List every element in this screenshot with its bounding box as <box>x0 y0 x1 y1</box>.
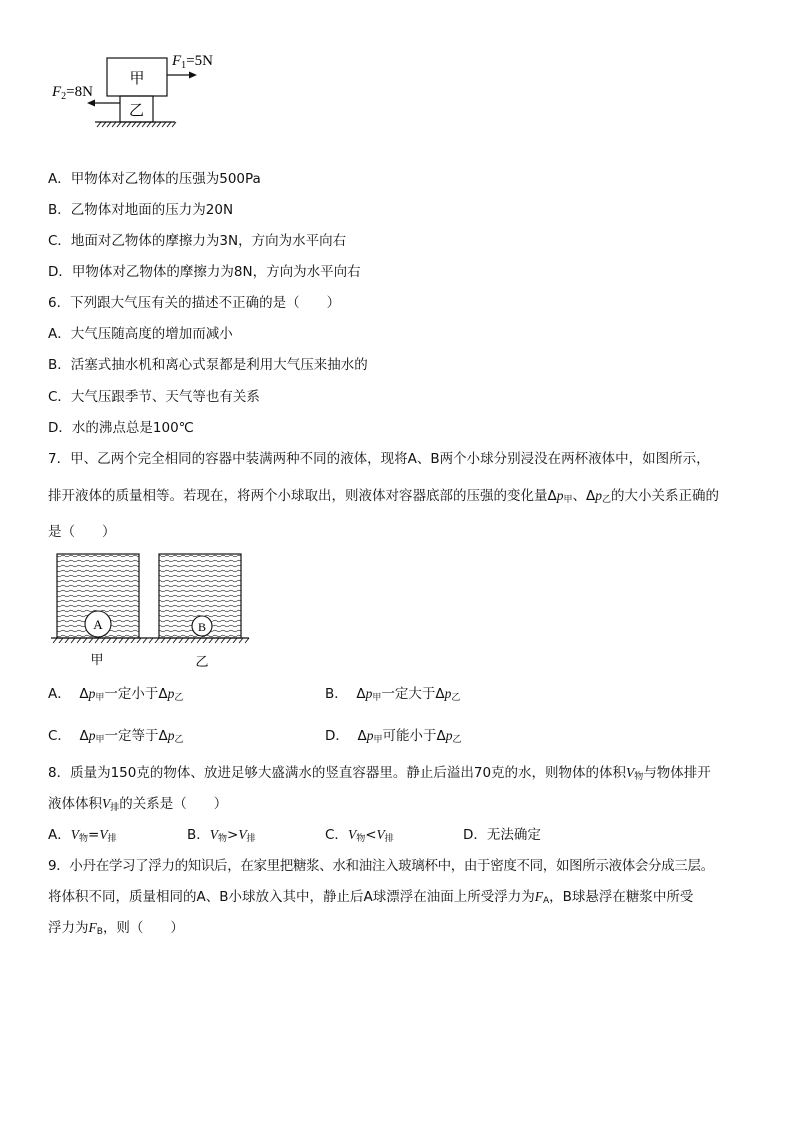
q6-stem: 6．下列跟大气压有关的描述不正确的是（ ） <box>48 295 341 311</box>
f1-label: $F_1=5N$ <box>172 53 213 71</box>
f2-arrowhead <box>87 100 95 107</box>
q7-option-a: A． $\Delta p_甲$一定小于$\Delta p_乙$ <box>48 686 184 703</box>
q7-stem-line2: 排开液体的质量相等。若现在，将两个小球取出，则液体对容器底部的压强的变化量$\Delta p_甲$、$\Delta p_乙$的大小关系正确的 <box>48 488 720 505</box>
q7-option-c: C． $\Delta p_甲$一定等于$\Delta p_乙$ <box>48 728 184 745</box>
q6-option-d: D．水的沸点总是100℃ <box>48 420 194 436</box>
ground-hatch <box>97 122 176 127</box>
q9-line1: 9．小丹在学习了浮力的知识后，在家里把糖浆、水和油注入玻璃杯中，由于密度不同，如图所示液体会分成三层。 <box>48 858 714 874</box>
q9-line2: 将体积不同，质量相同的A、B小球放入其中，静止后A球漂浮在油面上所受浮力为$F_A$，B球悬浮在糖浆中所受 <box>48 889 694 906</box>
q7-option-d: D． $\Delta p_甲$可能小于$\Delta p_乙$ <box>325 728 462 745</box>
containers-figure <box>45 548 265 678</box>
q8-option-b: B．$V_物>V_排$ <box>187 827 256 844</box>
q6-option-a: A．大气压随高度的增加而减小 <box>48 326 233 342</box>
q5-option-d: D．甲物体对乙物体的摩擦力为8N，方向为水平向右 <box>48 264 361 280</box>
q5-option-c: C．地面对乙物体的摩擦力为3N，方向为水平向右 <box>48 233 347 249</box>
q8-stem-line1: 8．质量为150克的物体、放进足够大盛满水的竖直容器里。静止后溢出70克的水，则物体的体积$V_物$与物体排开 <box>48 765 711 782</box>
q7-option-b: B． $\Delta p_甲$一定大于$\Delta p_乙$ <box>325 686 461 703</box>
f2-label: $F_2=8N$ <box>52 84 93 102</box>
q8-option-c: C．$V_物<V_排$ <box>325 827 394 844</box>
q6-option-b: B．活塞式抽水机和离心式泵都是利用大气压来抽水的 <box>48 357 368 373</box>
q7-stem-line3: 是（ ） <box>48 524 116 540</box>
lower-block-label: 乙 <box>128 101 145 119</box>
force-diagram <box>45 45 285 135</box>
f1-arrowhead <box>189 72 197 79</box>
q8-option-a: A．$V_物=V_排$ <box>48 827 117 844</box>
ball-a-label: A <box>93 617 103 632</box>
upper-block-label: 甲 <box>129 69 145 87</box>
q5-option-a: A．甲物体对乙物体的压强为500Pa <box>48 171 261 187</box>
q9-line3: 浮力为$F_B$，则（ ） <box>48 920 184 937</box>
q5-option-b: B．乙物体对地面的压力为20N <box>48 202 234 218</box>
q7-stem-line1: 7．甲、乙两个完全相同的容器中装满两种不同的液体，现将A、B两个小球分别浸没在两杯液体中，如图所示， <box>48 451 710 467</box>
container-left-label: 甲 <box>90 653 104 668</box>
q8-option-d: D．无法确定 <box>463 827 541 843</box>
ball-b-label: B <box>197 620 207 634</box>
container-right-label: 乙 <box>195 655 209 670</box>
q6-option-c: C．大气压跟季节、天气等也有关系 <box>48 389 260 405</box>
containers-ground-hatch <box>53 638 249 643</box>
q8-stem-line2: 液体体积$V_排$的关系是（ ） <box>48 796 228 813</box>
